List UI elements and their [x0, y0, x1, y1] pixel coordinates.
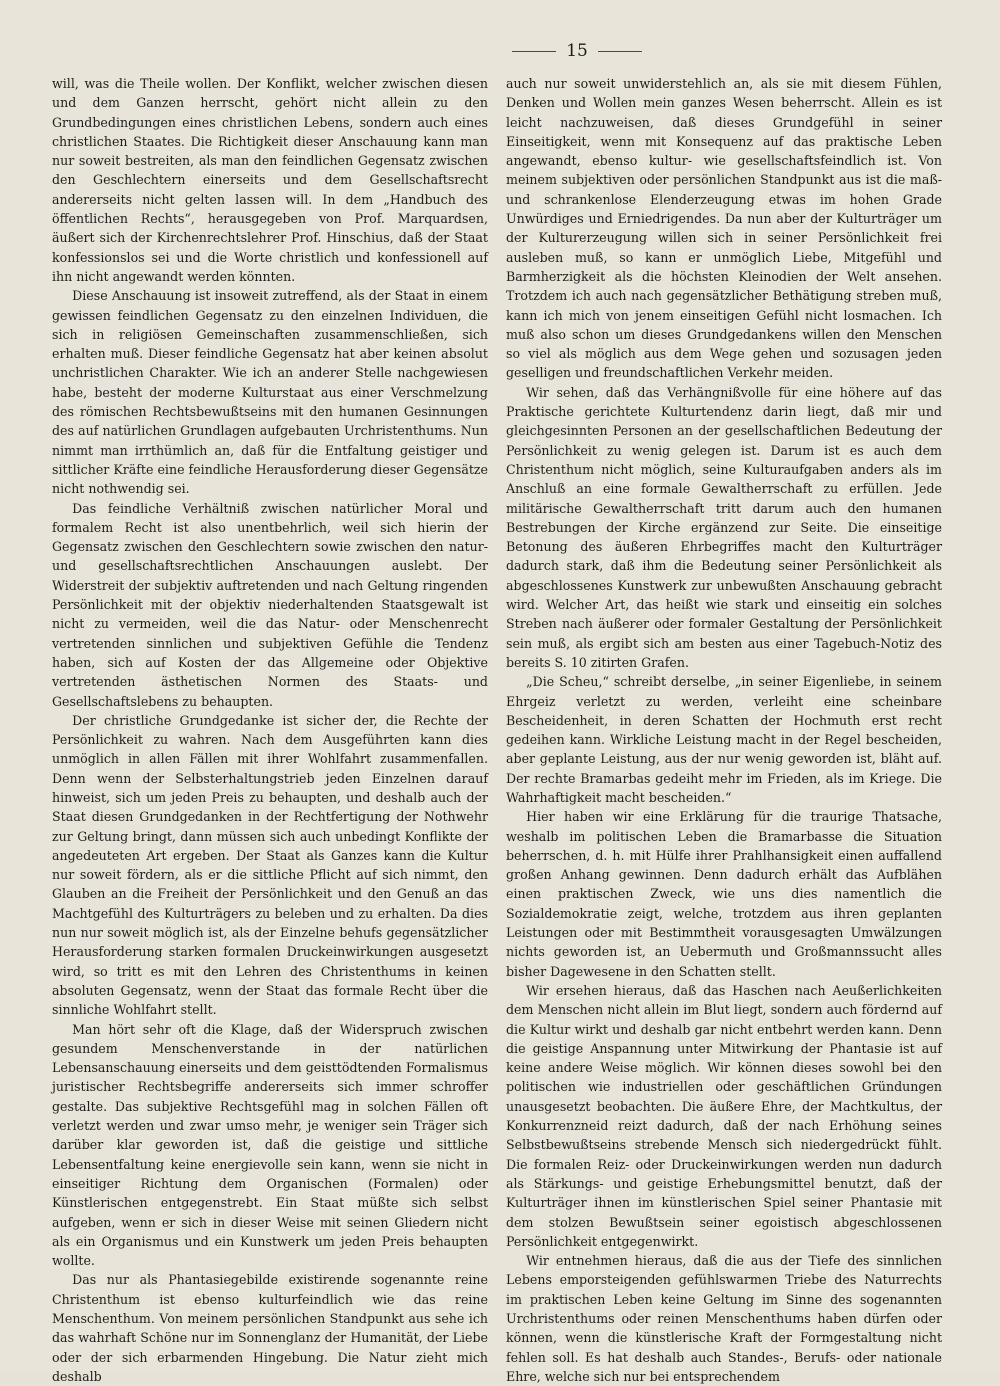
- paragraph: Wir entnehmen hieraus, daß die aus der Tiefe des sinnlichen Lebens emporsteigenden gefühlswarmen Triebe des Naturrechts im praktischen Leben keine Geltung im Sinne des sogenannten Urchristenthums oder reinen Menschenthums haben dürfen oder können, wenn die künstlerische Kraft der Formgestaltung nicht fehlen soll. Es hat deshalb auch Standes-, Berufs- oder nationale Ehre, welche sich nur bei entsprechendem: [506, 1253, 942, 1384]
- header-rule-right: [598, 51, 642, 52]
- paragraph: Diese Anschauung ist insoweit zutreffend, als der Staat in einem gewissen feindlichen Gegensatz zu den einzelnen Individuen, die sich in religiösen Gemeinschaften zusammenschließen, sich erhalten muß. Dieser feindliche Gegensatz hat aber keinen absolut unchristlichen Charakter. Wie ich an anderer Stelle nachgewiesen habe, besteht der moderne Kulturstaat aus einer Verschmelzung des römischen Rechtsbewußtseins mit den humanen Gesinnungen des auf natürlichen Grundlagen aufgebauten Urchristenthums. Nun nimmt man irrthümlich an, daß für die Entfaltung geistiger und sittlicher Kräfte eine feindliche Herausforderung dieser Gegensätze nicht nothwendig sei.: [52, 288, 488, 497]
- paragraph: Das nur als Phantasiegebilde existirende sogenannte reine Christenthum ist ebenso kulturfeindlich wie das reine Menschenthum. Von meinem persönlichen Standpunkt aus sehe ich das wahrhaft Schöne nur im Sonnenglanz der Humanität, der Liebe oder der sich erbarmenden Hingebung. Die Natur zieht mich deshalb: [52, 1272, 488, 1384]
- paragraph: Der christliche Grundgedanke ist sicher der, die Rechte der Persönlichkeit zu wahren. Nach dem Ausgeführten kann dies unmöglich in allen Fällen mit ihrer Wohlfahrt zusammenfallen. Denn wenn der Selbsterhaltungstrieb jeden Einzelnen darauf hinweist, sich um jeden Preis zu behaupten, und deshalb auch der Staat diesen Grundgedanken in der Rechtfertigung der Nothwehr zur Geltung bringt, dann müssen sich auch unbedingt Konflikte der angedeuteten Art ergeben. Der Staat als Ganzes kann die Kultur nur soweit fördern, als er die sittliche Pflicht auf sich nimmt, den Glauben an die Freiheit der Persönlichkeit und den Genuß an das Machtgefühl des Kulturträgers zu beleben und zu erhalten. Da dies nun nur soweit möglich ist, als der Einzelne behufs gegensätzlicher Herausforderung starken formalen Druckeinwirkungen ausgesetzt wird, so tritt es mit den Lehren des Christenthums in keinen absoluten Gegensatz, wenn der Staat das formale Recht über die sinnliche Wohlfahrt stellt.: [52, 712, 488, 1018]
- page-header: [512, 38, 642, 64]
- paragraph: Wir sehen, daß das Verhängnißvolle für eine höhere auf das Praktische gerichtete Kulturtendenz darin liegt, daß mir und gleichgesinnten Personen an der gesellschaftlichen Bedeutung der Persönlichkeit zu wenig gelegen ist. Darum ist es auch dem Christenthum nicht möglich, seine Kulturaufgaben anders als im Anschluß an eine formale Gewaltherrschaft zu erfüllen. Jede militärische Gewaltherrschaft tritt darum auch den humanen Bestrebungen der Kirche ergänzend zur Seite. Die einseitige Betonung des äußeren Ehrbegriffes macht den Kulturträger dadurch stark, daß ihm die Bedeutung seiner Persönlichkeit als abgeschlossenes Kunstwerk zur unbewußten Anschauung gebracht wird. Welcher Art, das heißt wie stark und einseitig ein solches Streben nach äußerer oder formaler Gestaltung der Persönlichkeit sein muß, als ergibt sich am besten aus einer Tagebuch-Notiz des bereits S. 10 zitirten Grafen.: [506, 384, 942, 670]
- header-rule-left: [512, 51, 556, 52]
- right-column: [506, 74, 942, 1386]
- page-number: 15: [566, 41, 588, 61]
- paragraph: Man hört sehr oft die Klage, daß der Widerspruch zwischen gesundem Menschenverstande in der natürlichen Lebensanschauung einerseits und dem geisttödtenden Formalismus juristischer Rechtsbegriffe andererseits sich immer schroffer gestalte. Das subjektive Rechtsgefühl mag in solchen Fällen oft verletzt werden und zwar umso mehr, je weniger sein Träger sich darüber klar geworden ist, daß die geistige und sittliche Lebensentfaltung keine energievolle sein kann, wenn sie nicht in einseitiger Richtung dem Organischen (Formalen) oder Künstlerischen entgegenstrebt. Ein Staat müßte sich selbst aufgeben, wenn er sich in dieser Weise mit seinen Gliedern nicht als ein Organismus und ein Kunstwerk um jeden Preis behaupten wollte.: [52, 1021, 488, 1269]
- paragraph: Hier haben wir eine Erklärung für die traurige Thatsache, weshalb im politischen Leben die Bramarbasse die Situation beherrschen, d. h. mit Hülfe ihrer Prahlhansigkeit einen auffallend großen Anhang gewinnen. Denn dadurch erhält das Aufblähen einen praktischen Zweck, wie uns dies namentlich die Sozialdemokratie zeigt, welche, trotzdem aus ihren geplanten Leistungen oder mit Bestimmtheit vorausgesagten Umwälzungen nichts geworden ist, an Uebermuth und Großmannssucht alles bisher Dagewesene in den Schatten stellt.: [506, 809, 942, 979]
- paragraph: Wir ersehen hieraus, daß das Haschen nach Aeußerlichkeiten dem Menschen nicht allein im Blut liegt, sondern auch fördernd auf die Kultur wirkt und deshalb gar nicht entbehrt werden kann. Denn die geistige Anspannung unter Mitwirkung der Phantasie ist auf keine andere Weise möglich. Wir können dieses sowohl bei den politischen wie industriellen oder geschäftlichen Gründungen unausgesetzt beobachten. Die äußere Ehre, der Machtkultus, der Konkurrenzneid reizt dadurch, daß der nach Erhöhung seines Selbstbewußtseins strebende Mensch sich niedergedrückt fühlt. Die formalen Reiz- oder Druckeinwirkungen werden nun dadurch als Stärkungs- und geistige Erhebungsmittel benutzt, daß der Kulturträger ihnen im künstlerischen Spiel seiner Phantasie mit dem stolzen Bewußtsein seiner egoistisch abgeschlossenen Persönlichkeit entgegenwirkt.: [506, 982, 942, 1249]
- paragraph: auch nur soweit unwiderstehlich an, als sie mit diesem Fühlen, Denken und Wollen mein ganzes Wesen beherrscht. Allein es ist leicht nachzuweisen, daß dieses Grundgefühl in seiner Einseitigkeit, wenn mit Konsequenz auf das praktische Leben angewandt, ebenso kultur- wie gesellschaftsfeindlich ist. Von meinem subjektiven oder persönlichen Standpunkt aus ist die maß- und schrankenlose Elenderzeugung etwas im hohen Grade Unwürdiges und Erniedrigendes. Da nun aber der Kulturträger um der Kulturerzeugung willen sich in seiner Persönlichkeit frei ausleben muß, so kann er unmöglich Liebe, Mitgefühl und Barmherzigkeit als die höchsten Kleinodien der Welt ansehen. Trotzdem ich auch nach gegensätzlicher Bethätigung streben muß, kann ich mich von jenem einseitigen Gefühl nicht losmachen. Ich muß also schon um dieses Grundgedankens willen den Menschen so viel als möglich aus dem Wege gehen und sozusagen jeden geselligen und freundschaftlichen Verkehr meiden.: [506, 76, 942, 381]
- paragraph: „Die Scheu,“ schreibt derselbe, „in seiner Eigenliebe, in seinem Ehrgeiz verletzt zu werden, verleiht eine scheinbare Bescheidenheit, in deren Schatten der Hochmuth erst recht gedeihen kann. Wirkliche Leistung macht in der Regel bescheiden, aber geplante Leistung, aus der nur wenig geworden ist, bläht auf. Der rechte Bramarbas gedeiht mehr im Frieden, als im Kriege. Die Wahrhaftigkeit macht bescheiden.“: [506, 674, 942, 805]
- text-columns: [52, 74, 942, 1386]
- paragraph: will, was die Theile wollen. Der Konflikt, welcher zwischen diesen und dem Ganzen herrscht, gehört nicht allein zu den Grundbedingungen eines christlichen Lebens, sondern auch eines christlichen Staates. Die Richtigkeit dieser Anschauung kann man nur soweit bestreiten, als man den feindlichen Gegensatz zwischen den Geschlechtern einerseits und dem Gesellschaftsrecht andererseits nicht gelten lassen will. In dem „Handbuch des öffentlichen Rechts“, herausgegeben von Prof. Marquardsen, äußert sich der Kirchenrechtslehrer Prof. Hinschius, daß der Staat konfessionslos sei und die Worte christlich und konfessionell auf ihn nicht angewandt werden könnten.: [52, 76, 488, 284]
- paragraph: Das feindliche Verhältniß zwischen natürlicher Moral und formalem Recht ist also unentbehrlich, weil sich hierin der Gegensatz zwischen den Geschlechtern sowie zwischen den natur- und gesellschaftsrechtlichen Anschauungen auslebt. Der Widerstreit der subjektiv auftretenden und nach Geltung ringenden Persönlichkeit mit der objektiv niederhaltenden Staatsgewalt ist nicht zu vermeiden, weil die das Natur- oder Menschenrecht vertretenden sinnlichen und subjektiven Gefühle die Tendenz haben, sich auf Kosten der das Allgemeine oder Objektive vertretenden ästhetischen Normen des Staats- und Gesellschaftslebens zu behaupten.: [52, 500, 488, 709]
- left-column: [52, 74, 488, 1386]
